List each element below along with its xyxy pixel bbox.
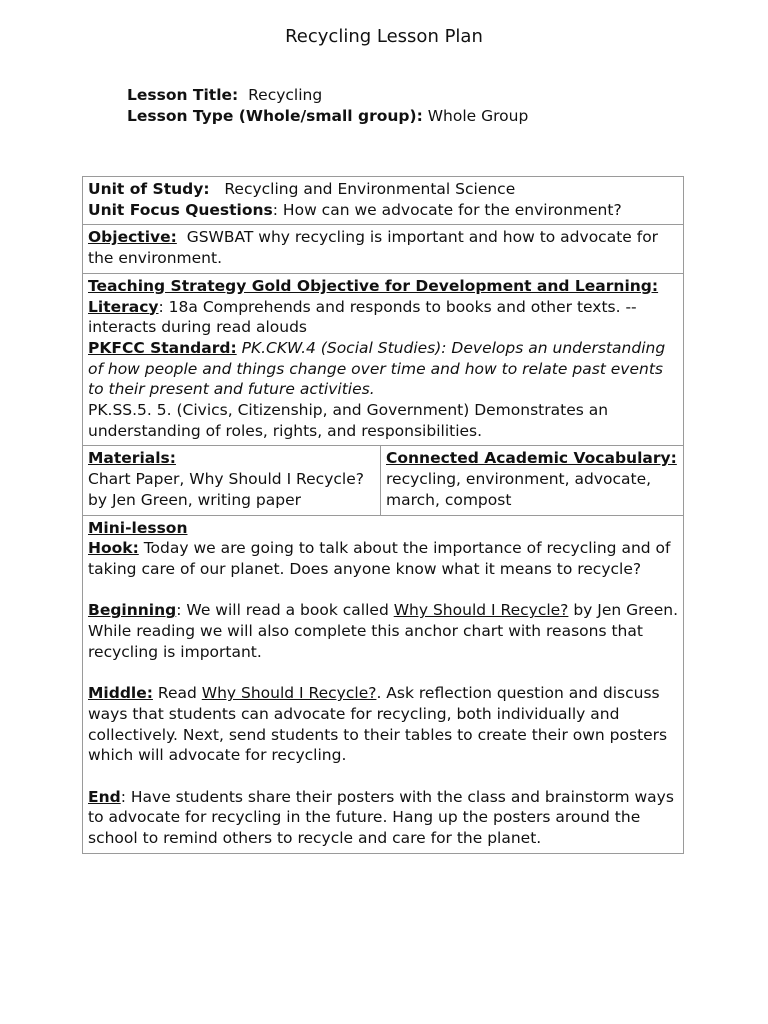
end-label: End — [88, 787, 121, 806]
lesson-title-line — [127, 85, 528, 106]
hook-paragraph — [88, 538, 678, 579]
unit-cell — [83, 177, 684, 225]
minilesson-cell — [83, 515, 684, 853]
literacy-text: : 18a Comprehends and responds to books and other texts. -- interacts during read alouds — [88, 297, 637, 337]
middle-post: . Ask reflection question and discuss ways that students can advocate for recycling, both individually and collectively. Next, send students to their tables to create their own posters which will advocate for recycling. — [88, 684, 668, 765]
objective-label: Objective: — [88, 228, 177, 247]
page-title: Recycling Lesson Plan — [285, 26, 483, 47]
unit-row — [83, 177, 684, 225]
lesson-title-label: Lesson Title: — [127, 86, 239, 104]
lesson-title-value: Recycling — [248, 86, 323, 104]
minilesson-row — [83, 515, 684, 853]
objective-text: GSWBAT why recycling is important and how to advocate for the environment. — [88, 228, 659, 268]
standards-row — [83, 273, 684, 446]
objective-row — [83, 225, 684, 273]
minilesson-heading: Mini-lesson — [88, 518, 188, 537]
unit-of-study-value: Recycling and Environmental Science — [224, 180, 516, 198]
standards-heading: Teaching Strategy Gold Objective for Development and Learning: — [88, 276, 659, 295]
vocabulary-text: recycling, environment, advocate, march, compost — [386, 470, 652, 509]
end-paragraph — [88, 787, 678, 849]
beginning-post: by Jen Green. While reading we will also complete this anchor chart with reasons that recycling is important. — [88, 601, 678, 661]
standards-cell — [83, 273, 684, 446]
vocabulary-label: Connected Academic Vocabulary: — [386, 449, 677, 468]
materials-label: Materials: — [88, 449, 176, 468]
pkfcc-label: PKFCC Standard: — [88, 338, 237, 357]
pkss-text: PK.SS.5. 5. (Civics, Citizenship, and Government) Demonstrates an understanding of roles, rights, and responsibilities. — [88, 401, 609, 440]
unit-of-study-label: Unit of Study: — [88, 180, 210, 198]
middle-pre: Read — [152, 684, 202, 703]
beginning-pre: : We will read a book called — [176, 601, 394, 620]
unit-focus-label: Unit Focus Questions — [88, 200, 273, 219]
materials-text: Chart Paper, Why Should I Recycle? by Jen Green, writing paper — [88, 470, 364, 509]
beginning-label: Beginning — [88, 601, 177, 620]
objective-cell — [83, 225, 684, 273]
end-text: : Have students share their posters with the class and brainstorm ways to advocate for recycling in the future. Hang up the posters around the school to remind others to recycle and care for the planet. — [88, 787, 674, 848]
materials-cell — [83, 446, 381, 515]
hook-text: Today we are going to talk about the importance of recycling and of taking care of our planet. Does anyone know what it means to recycle? — [88, 539, 671, 578]
middle-book-title: Why Should I Recycle? — [201, 684, 377, 703]
middle-label: Middle: — [88, 684, 153, 703]
lesson-type-value: Whole Group — [427, 107, 529, 125]
hook-label: Hook: — [88, 539, 139, 558]
lesson-type-label: Lesson Type (Whole/small group): — [127, 107, 423, 125]
materials-vocab-row — [83, 446, 684, 515]
lesson-info — [127, 85, 528, 127]
literacy-label: Literacy — [88, 297, 159, 316]
vocabulary-cell — [381, 446, 684, 515]
unit-focus-value: : How can we advocate for the environment? — [272, 200, 622, 219]
beginning-paragraph — [88, 600, 678, 662]
lesson-type-line — [127, 106, 528, 127]
middle-paragraph — [88, 683, 678, 766]
lesson-plan-table — [82, 176, 684, 854]
beginning-book-title: Why Should I Recycle? — [393, 601, 569, 620]
pkfcc-text: PK.CKW.4 (Social Studies): Develops an understanding of how people and things change over time and how to relate past events to their present and future activities. — [88, 338, 666, 399]
